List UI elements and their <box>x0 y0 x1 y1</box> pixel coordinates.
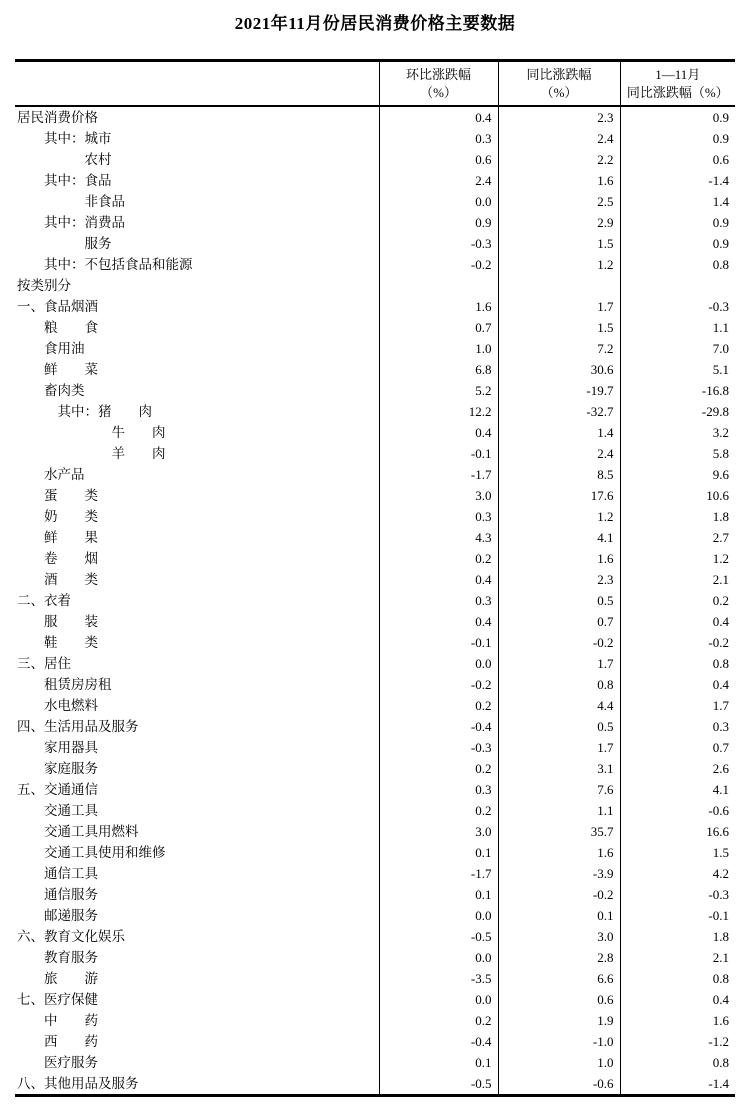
value-yoy: 2.5 <box>498 191 620 212</box>
value-mom: 0.4 <box>379 611 498 632</box>
value-yoy: 7.6 <box>498 779 620 800</box>
header-ytd-line2: 同比涨跌幅（%） <box>626 84 729 100</box>
table-row <box>15 590 735 611</box>
table-header <box>15 61 735 107</box>
value-yoy: 2.2 <box>498 149 620 170</box>
value-mom: -1.7 <box>379 863 498 884</box>
value-ytd: 1.5 <box>620 842 735 863</box>
value-ytd: 0.9 <box>620 212 735 233</box>
value-mom: -0.4 <box>379 716 498 737</box>
value-mom: 0.3 <box>379 506 498 527</box>
value-yoy: 1.6 <box>498 170 620 191</box>
row-label: 牛 肉 <box>17 425 166 440</box>
value-mom: 0.0 <box>379 947 498 968</box>
row-label: 西 药 <box>17 1034 98 1049</box>
value-mom: -0.5 <box>379 1073 498 1096</box>
row-label: 酒 类 <box>17 572 98 587</box>
value-ytd: 2.6 <box>620 758 735 779</box>
table-row <box>15 758 735 779</box>
table-row <box>15 800 735 821</box>
table-row <box>15 485 735 506</box>
value-yoy: 8.5 <box>498 464 620 485</box>
row-label: 三、居住 <box>17 656 71 671</box>
value-yoy: -0.2 <box>498 632 620 653</box>
value-mom: -0.4 <box>379 1031 498 1052</box>
header-yoy-column <box>498 61 620 107</box>
value-mom: 0.0 <box>379 653 498 674</box>
table-row <box>15 359 735 380</box>
row-label: 六、教育文化娱乐 <box>17 929 125 944</box>
row-label: 其中：城市 <box>17 131 112 146</box>
value-ytd: 10.6 <box>620 485 735 506</box>
value-yoy: 1.0 <box>498 1052 620 1073</box>
value-ytd: 1.6 <box>620 1010 735 1031</box>
row-label: 一、食品烟酒 <box>17 299 98 314</box>
value-ytd: -0.1 <box>620 905 735 926</box>
row-label: 非食品 <box>17 194 125 209</box>
row-label: 交通工具用燃料 <box>17 824 139 839</box>
table-row <box>15 1010 735 1031</box>
row-label: 通信服务 <box>17 887 98 902</box>
table-row <box>15 737 735 758</box>
value-ytd: 1.1 <box>620 317 735 338</box>
value-mom: 6.8 <box>379 359 498 380</box>
table-row <box>15 947 735 968</box>
row-label: 羊 肉 <box>17 446 166 461</box>
row-label: 其中：消费品 <box>17 215 125 230</box>
table-row <box>15 674 735 695</box>
value-ytd: 1.8 <box>620 506 735 527</box>
row-label: 卷 烟 <box>17 551 98 566</box>
value-mom: 0.3 <box>379 590 498 611</box>
row-label: 家庭服务 <box>17 761 98 776</box>
row-label: 四、生活用品及服务 <box>17 719 139 734</box>
row-label: 鲜 果 <box>17 530 98 545</box>
table-row <box>15 254 735 275</box>
value-ytd: -29.8 <box>620 401 735 422</box>
value-yoy: 17.6 <box>498 485 620 506</box>
value-mom: 0.0 <box>379 905 498 926</box>
value-ytd: 0.2 <box>620 590 735 611</box>
value-mom: 2.4 <box>379 170 498 191</box>
value-mom: 0.3 <box>379 779 498 800</box>
value-ytd: 1.2 <box>620 548 735 569</box>
table-row <box>15 821 735 842</box>
table-row <box>15 149 735 170</box>
table-row <box>15 296 735 317</box>
value-mom: 0.2 <box>379 1010 498 1031</box>
value-ytd: 1.8 <box>620 926 735 947</box>
value-mom: 0.2 <box>379 548 498 569</box>
row-label: 奶 类 <box>17 509 98 524</box>
table-row <box>15 569 735 590</box>
value-ytd: 0.9 <box>620 106 735 128</box>
table-row <box>15 1073 735 1096</box>
value-yoy: 3.0 <box>498 926 620 947</box>
value-yoy: 7.2 <box>498 338 620 359</box>
row-label: 交通工具 <box>17 803 98 818</box>
value-mom: -0.1 <box>379 443 498 464</box>
table-body <box>15 106 735 1096</box>
row-label: 鞋 类 <box>17 635 98 650</box>
row-label: 二、衣着 <box>17 593 71 608</box>
value-ytd: 2.1 <box>620 569 735 590</box>
row-label: 八、其他用品及服务 <box>17 1076 139 1091</box>
table-row <box>15 863 735 884</box>
table-row <box>15 716 735 737</box>
row-label: 家用器具 <box>17 740 98 755</box>
value-ytd: 2.7 <box>620 527 735 548</box>
value-ytd: -0.3 <box>620 296 735 317</box>
value-mom: 1.0 <box>379 338 498 359</box>
table-row <box>15 695 735 716</box>
value-mom: 0.0 <box>379 191 498 212</box>
row-label: 旅 游 <box>17 971 98 986</box>
table-row <box>15 632 735 653</box>
value-ytd <box>620 275 735 296</box>
table-row <box>15 527 735 548</box>
value-yoy: 2.8 <box>498 947 620 968</box>
table-row <box>15 338 735 359</box>
value-mom: 0.2 <box>379 800 498 821</box>
value-ytd: -1.4 <box>620 1073 735 1096</box>
value-mom: -0.3 <box>379 737 498 758</box>
row-label: 居民消费价格 <box>17 110 98 125</box>
table-row <box>15 317 735 338</box>
table-row <box>15 380 735 401</box>
value-yoy: 30.6 <box>498 359 620 380</box>
value-yoy: 1.5 <box>498 233 620 254</box>
value-yoy: 0.5 <box>498 716 620 737</box>
header-mom-line1: 环比涨跌幅 <box>405 66 471 82</box>
value-yoy: 2.3 <box>498 106 620 128</box>
header-yoy-line2: （%） <box>540 84 578 100</box>
table-row <box>15 611 735 632</box>
table-row <box>15 106 735 128</box>
table-row <box>15 401 735 422</box>
value-mom: 0.1 <box>379 842 498 863</box>
value-ytd: 0.6 <box>620 149 735 170</box>
value-ytd: 0.8 <box>620 653 735 674</box>
row-label: 按类别分 <box>17 278 71 293</box>
value-yoy: 6.6 <box>498 968 620 989</box>
value-ytd: -0.2 <box>620 632 735 653</box>
value-yoy: 2.9 <box>498 212 620 233</box>
value-yoy: 1.9 <box>498 1010 620 1031</box>
value-yoy: 4.4 <box>498 695 620 716</box>
value-ytd: 0.9 <box>620 233 735 254</box>
value-yoy: 1.6 <box>498 548 620 569</box>
value-yoy: -0.2 <box>498 884 620 905</box>
value-mom: -3.5 <box>379 968 498 989</box>
value-mom: -1.7 <box>379 464 498 485</box>
value-yoy: 0.1 <box>498 905 620 926</box>
row-label: 水电燃料 <box>17 698 98 713</box>
row-label: 医疗服务 <box>17 1055 98 1070</box>
value-ytd: -1.4 <box>620 170 735 191</box>
value-yoy: 1.7 <box>498 737 620 758</box>
cpi-data-table <box>15 59 735 1097</box>
value-ytd: 2.1 <box>620 947 735 968</box>
value-mom: -0.3 <box>379 233 498 254</box>
header-row <box>15 61 735 107</box>
value-ytd: 9.6 <box>620 464 735 485</box>
value-ytd: 3.2 <box>620 422 735 443</box>
value-ytd: 1.4 <box>620 191 735 212</box>
value-ytd: 7.0 <box>620 338 735 359</box>
header-mom-column <box>379 61 498 107</box>
value-ytd: -0.3 <box>620 884 735 905</box>
header-yoy-line1: 同比涨跌幅 <box>526 66 592 82</box>
value-mom: 0.1 <box>379 1052 498 1073</box>
row-label: 租赁房房租 <box>17 677 112 692</box>
value-yoy: 35.7 <box>498 821 620 842</box>
page-title: 2021年11月份居民消费价格主要数据 <box>234 14 516 33</box>
table-row <box>15 905 735 926</box>
value-mom: 0.1 <box>379 884 498 905</box>
value-yoy: 1.2 <box>498 254 620 275</box>
header-label-column <box>15 61 379 107</box>
value-mom: 3.0 <box>379 821 498 842</box>
table-row <box>15 1031 735 1052</box>
value-yoy: 0.6 <box>498 989 620 1010</box>
value-mom: 0.0 <box>379 989 498 1010</box>
row-label: 通信工具 <box>17 866 98 881</box>
row-label: 服 装 <box>17 614 98 629</box>
row-label: 交通工具使用和维修 <box>17 845 166 860</box>
value-ytd: 4.2 <box>620 863 735 884</box>
table-row <box>15 842 735 863</box>
value-mom: 0.6 <box>379 149 498 170</box>
row-label: 粮 食 <box>17 320 98 335</box>
value-yoy: 0.5 <box>498 590 620 611</box>
header-ytd-column <box>620 61 735 107</box>
table-row <box>15 170 735 191</box>
table-row <box>15 464 735 485</box>
table-row <box>15 233 735 254</box>
value-mom: 4.3 <box>379 527 498 548</box>
value-mom: 5.2 <box>379 380 498 401</box>
table-row <box>15 548 735 569</box>
row-label: 邮递服务 <box>17 908 98 923</box>
value-yoy: -0.6 <box>498 1073 620 1096</box>
value-ytd: 0.8 <box>620 968 735 989</box>
value-ytd: 16.6 <box>620 821 735 842</box>
value-ytd: -16.8 <box>620 380 735 401</box>
value-yoy: 1.6 <box>498 842 620 863</box>
value-yoy: 2.4 <box>498 128 620 149</box>
value-ytd: 0.3 <box>620 716 735 737</box>
header-mom-line2: （%） <box>420 84 457 100</box>
table-row <box>15 779 735 800</box>
value-yoy: 0.7 <box>498 611 620 632</box>
value-yoy: 4.1 <box>498 527 620 548</box>
value-mom: -0.5 <box>379 926 498 947</box>
value-mom: 1.6 <box>379 296 498 317</box>
table-row <box>15 989 735 1010</box>
value-yoy <box>498 275 620 296</box>
value-yoy: -19.7 <box>498 380 620 401</box>
table-row <box>15 926 735 947</box>
row-label: 食用油 <box>17 341 85 356</box>
value-mom: 0.7 <box>379 317 498 338</box>
value-ytd: 0.4 <box>620 611 735 632</box>
value-yoy: 2.3 <box>498 569 620 590</box>
value-ytd: -1.2 <box>620 1031 735 1052</box>
table-row <box>15 128 735 149</box>
value-yoy: 0.8 <box>498 674 620 695</box>
value-yoy: 3.1 <box>498 758 620 779</box>
value-ytd: 0.9 <box>620 128 735 149</box>
table-row <box>15 422 735 443</box>
value-yoy: 1.2 <box>498 506 620 527</box>
value-mom: 0.9 <box>379 212 498 233</box>
row-label: 蛋 类 <box>17 488 98 503</box>
value-ytd: 5.8 <box>620 443 735 464</box>
table-row <box>15 968 735 989</box>
value-ytd: 0.7 <box>620 737 735 758</box>
table-row <box>15 275 735 296</box>
value-mom: 0.2 <box>379 695 498 716</box>
table-row <box>15 443 735 464</box>
value-ytd: -0.6 <box>620 800 735 821</box>
row-label: 农村 <box>17 152 112 167</box>
row-label: 鲜 菜 <box>17 362 98 377</box>
value-yoy: -3.9 <box>498 863 620 884</box>
cpi-table-container <box>15 59 735 1097</box>
value-yoy: -1.0 <box>498 1031 620 1052</box>
value-mom: -0.2 <box>379 674 498 695</box>
value-mom: 0.4 <box>379 422 498 443</box>
row-label: 五、交通通信 <box>17 782 98 797</box>
value-mom: 0.4 <box>379 106 498 128</box>
value-ytd: 0.8 <box>620 254 735 275</box>
value-yoy: 2.4 <box>498 443 620 464</box>
value-ytd: 0.8 <box>620 1052 735 1073</box>
table-row <box>15 884 735 905</box>
row-label: 其中：猪 肉 <box>17 404 152 419</box>
value-mom: 0.4 <box>379 569 498 590</box>
table-row <box>15 653 735 674</box>
value-mom: 0.3 <box>379 128 498 149</box>
value-ytd: 4.1 <box>620 779 735 800</box>
row-label: 教育服务 <box>17 950 98 965</box>
value-yoy: 1.1 <box>498 800 620 821</box>
table-row <box>15 1052 735 1073</box>
value-yoy: 1.5 <box>498 317 620 338</box>
table-row <box>15 506 735 527</box>
table-row <box>15 191 735 212</box>
value-mom: 12.2 <box>379 401 498 422</box>
row-label: 其中：食品 <box>17 173 112 188</box>
value-ytd: 0.4 <box>620 989 735 1010</box>
value-mom <box>379 275 498 296</box>
value-yoy: 1.7 <box>498 653 620 674</box>
value-yoy: -32.7 <box>498 401 620 422</box>
value-mom: -0.1 <box>379 632 498 653</box>
value-ytd: 0.4 <box>620 674 735 695</box>
row-label: 其中：不包括食品和能源 <box>17 257 193 272</box>
row-label: 畜肉类 <box>17 383 85 398</box>
row-label: 水产品 <box>17 467 85 482</box>
row-label: 中 药 <box>17 1013 98 1028</box>
value-yoy: 1.7 <box>498 296 620 317</box>
value-ytd: 5.1 <box>620 359 735 380</box>
value-ytd: 1.7 <box>620 695 735 716</box>
value-yoy: 1.4 <box>498 422 620 443</box>
table-row <box>15 212 735 233</box>
row-label: 服务 <box>17 236 112 251</box>
value-mom: -0.2 <box>379 254 498 275</box>
value-mom: 3.0 <box>379 485 498 506</box>
header-ytd-line1: 1—11月 <box>655 66 701 82</box>
value-mom: 0.2 <box>379 758 498 779</box>
row-label: 七、医疗保健 <box>17 992 98 1007</box>
